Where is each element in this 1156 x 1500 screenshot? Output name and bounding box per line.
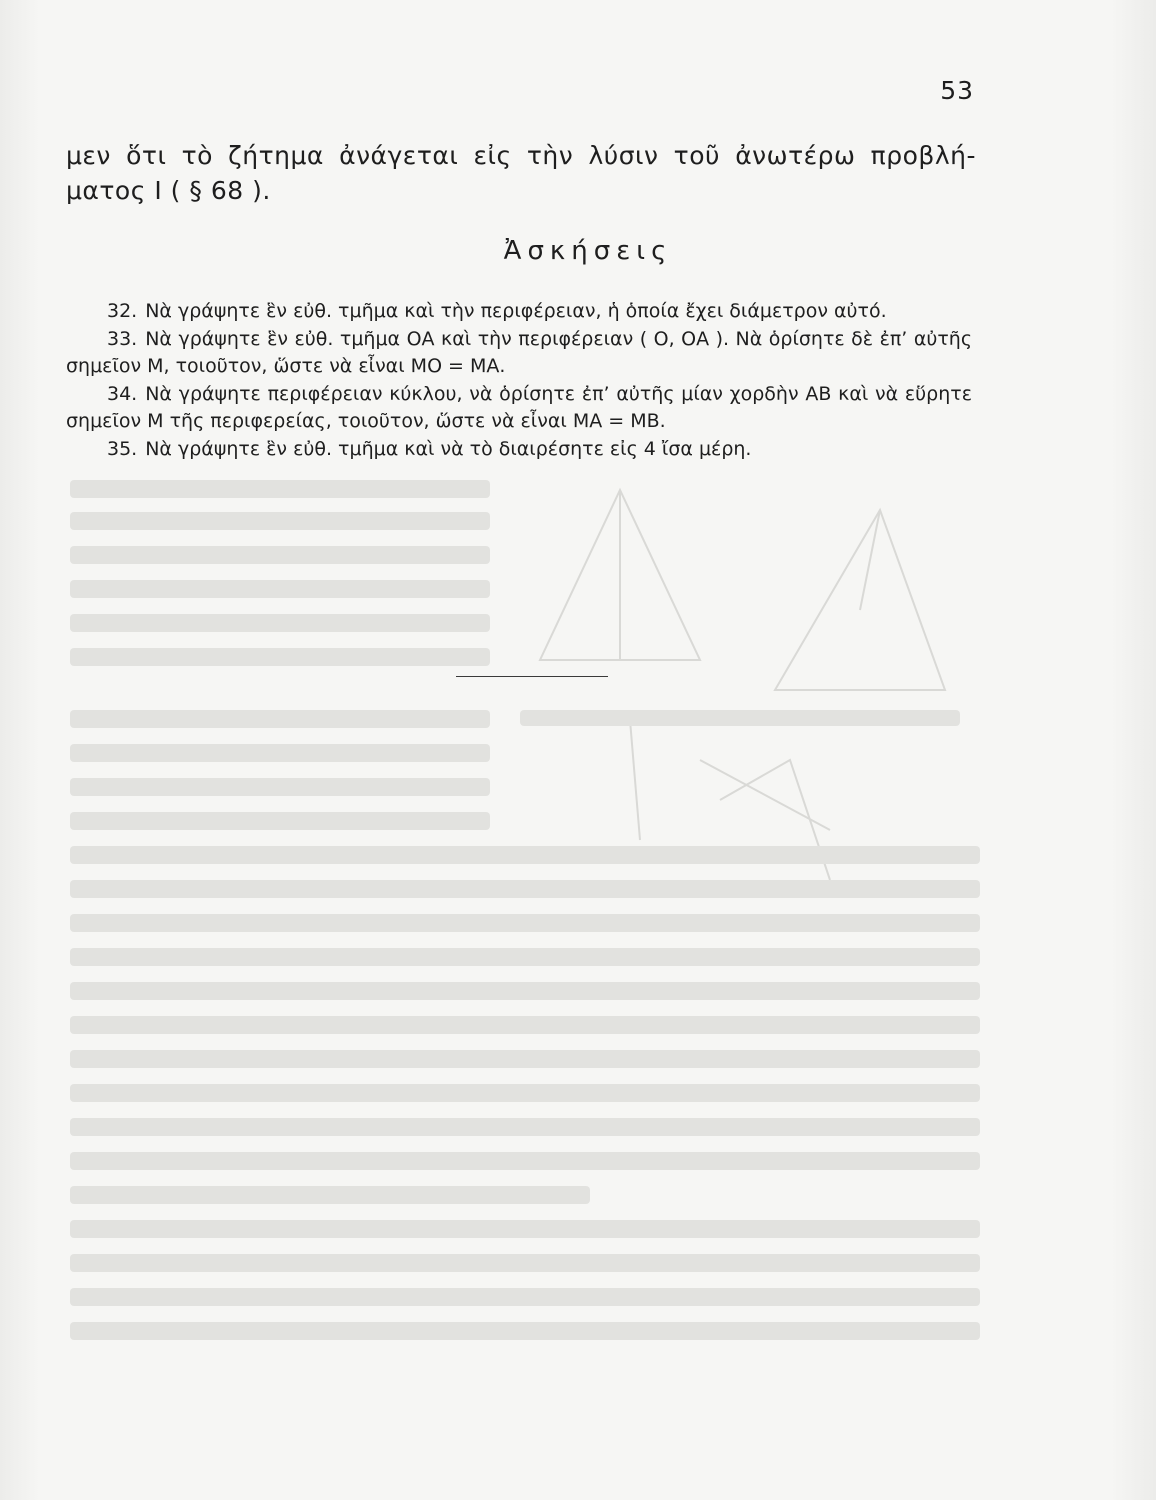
page-number: 53	[940, 76, 974, 105]
paragraph-line: ματος I ( § 68 ).	[66, 176, 271, 205]
exercise-number: 35.	[107, 437, 138, 460]
exercise-text: Νὰ γράψητε ἓν εὐθ. τμῆμα καὶ τὴν περιφέρειαν, ἡ ὁποία ἔχει διάμετρον αὐτό.	[145, 300, 887, 322]
section-divider	[456, 676, 608, 677]
exercise-number: 33.	[107, 327, 138, 350]
exercise-item	[66, 436, 972, 464]
exercise-text: Νὰ γράψητε ἓν εὐθ. τμῆμα ΟΑ καὶ τὴν περιφέρειαν ( Ο, ΟΑ ). Νὰ ὁρίσητε δὲ ἐπ’ αὐτῆς σημεῖον Μ, τοιοῦτον, ὥστε νὰ εἶναι ΜΟ = ΜΑ.	[66, 327, 972, 377]
exercise-list	[66, 298, 972, 463]
exercise-item	[66, 381, 972, 436]
exercise-item	[66, 298, 972, 326]
section-heading: Ἀσκήσεις	[503, 236, 673, 266]
exercise-number: 34.	[107, 382, 138, 405]
exercise-text: Νὰ γράψητε ἓν εὐθ. τμῆμα καὶ νὰ τὸ διαιρέσητε εἰς 4 ἴσα μέρη.	[145, 437, 752, 460]
exercise-item	[66, 326, 972, 381]
continued-paragraph	[66, 138, 976, 208]
exercise-number: 32.	[107, 300, 138, 322]
paragraph-line: μεν ὅτι τὸ ζήτημα ἀνάγεται εἰς τὴν λύσιν τοῦ ἀνωτέρω προβλή-	[66, 141, 976, 170]
exercise-text: Νὰ γράψητε περιφέρειαν κύκλου, νὰ ὁρίσητε ἐπ’ αὐτῆς μίαν χορδὴν ΑΒ καὶ νὰ εὕρητε σημεῖον Μ τῆς περιφερείας, τοιοῦτον, ὥστε νὰ εἶναι ΜΑ = ΜΒ.	[66, 382, 972, 432]
